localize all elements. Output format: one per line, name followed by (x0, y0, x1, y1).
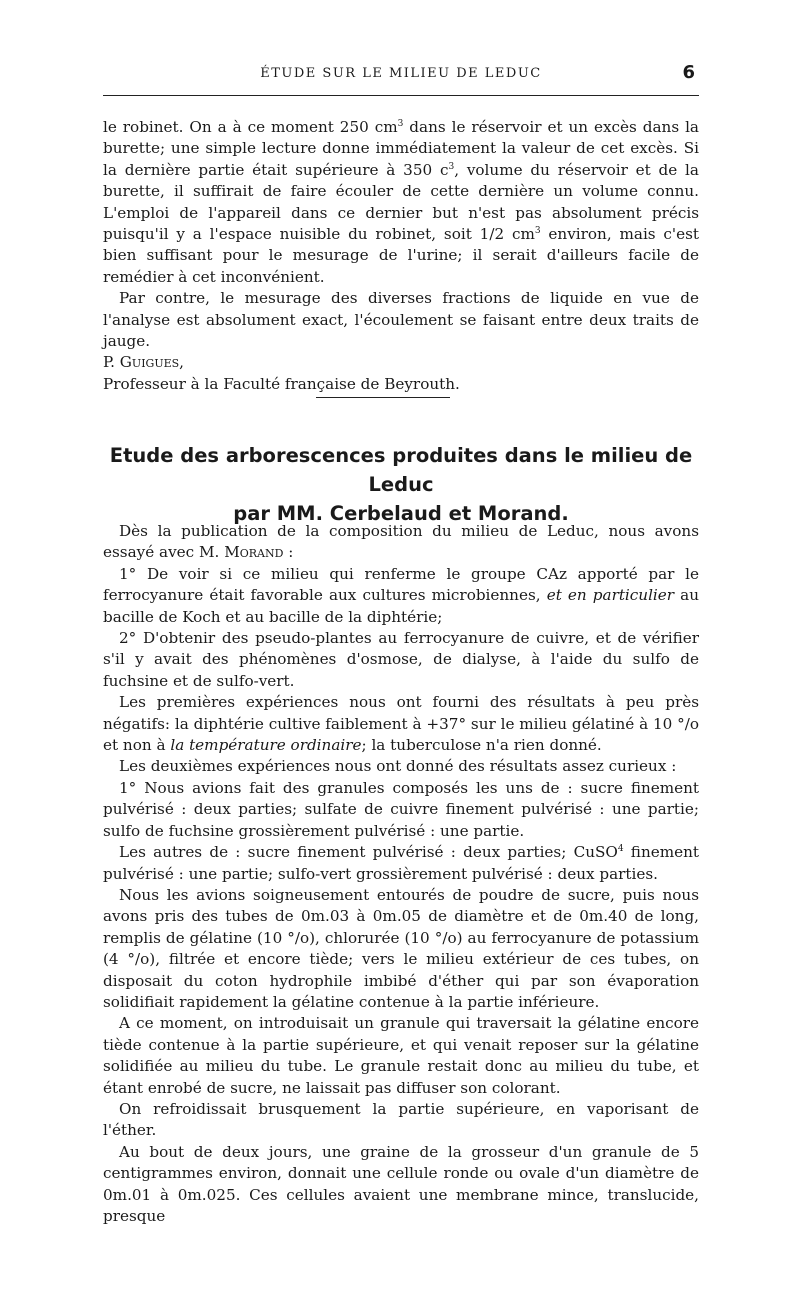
author-affiliation: Professeur à la Faculté française de Beyrouth. (103, 374, 460, 393)
previous-article-end (103, 117, 699, 395)
paragraph: On refroidissait brusquement la partie supérieure, en vaporisant de l'éther. (103, 1099, 699, 1140)
running-header (103, 62, 699, 88)
author-signature: P. Guigues, (103, 353, 184, 372)
title-line: par MM. Cerbelaud et Morand. (233, 502, 569, 525)
paragraph: 1° Nous avions fait des granules composés les uns de : sucre finement pulvérisé : deux parties; sulfate de cuivre finement pulvérisé : une partie; sulfo de fuchsine grossièrement pulvérisé : une partie. (103, 778, 699, 840)
paragraph: Au bout de deux jours, une graine de la grosseur d'un granule de 5 centigrammes environ, donnait une cellule ronde ou ovale d'un diamètre de 0m.01 à 0m.025. Ces cellules avaient une membrane mince, translucide, presque (103, 1142, 699, 1225)
header-rule (103, 95, 699, 96)
article-title (103, 441, 699, 528)
paragraph: Par contre, le mesurage des diverses fractions de liquide en vue de l'analyse est absolument exact, l'écoulement se faisant entre deux traits de jauge. (103, 289, 699, 351)
paragraph: A ce moment, on introduisait un granule qui traversait la gélatine encore tiède contenue à la partie supérieure, et qui venait reposer sur la gélatine solidifiée au milieu du tube. Le granule restait donc au milieu du tube, et étant enrobé de sucre, ne laissait pas diffuser son colorant. (103, 1014, 699, 1097)
paragraph: 1° De voir si ce milieu qui renferme le groupe CAz apporté par le ferrocyanure était favorable aux cultures microbiennes, et en particulier au bacille de Koch et au bacille de la diphtérie; (103, 564, 699, 626)
section-separator (316, 397, 450, 398)
paragraph: 2° D'obtenir des pseudo-plantes au ferrocyanure de cuivre, et de vérifier s'il y avait des phénomènes d'osmose, de dialyse, à l'aide du sulfo de fuchsine et de sulfo-vert. (103, 629, 699, 690)
paragraph: le robinet. On a à ce moment 250 $cm^3$ dans le réservoir et un excès dans la burette; une simple lecture donne immédiatement la valeur de cet excès. Si la dernière partie était supérieure à 350 $c^3$, volume du réservoir et de la burette, il suffirait de faire écouler de cette dernière un volume connu. L'emploi de l'appareil dans ce dernier but n'est pas absolument précis puisqu'il y a l'espace nuisible du robinet, soit 1/2 $cm^3$ environ, mais c'est bien suffisant pour le mesurage de l'urine; il serait d'ailleurs facile de remédier à cet inconvénient. (103, 118, 699, 286)
paragraph: Les autres de : sucre finement pulvérisé : deux parties; CuSO$^4$ finement pulvérisé : une partie; sulfo-vert grossièrement pulvérisé : deux parties. (103, 843, 699, 883)
paragraph: Dès la publication de la composition du milieu de Leduc, nous avons essayé avec M. Morand : (103, 522, 699, 562)
paragraph: Les premières expériences nous ont fourni des résultats à peu près négatifs: la diphtérie cultive faiblement à +37° sur le milieu gélatiné à 10 °/o et non à la température ordinaire; la tuberculose n'a rien donné. (103, 693, 699, 755)
page-number: 6 (682, 62, 695, 83)
paragraph: Nous les avions soigneusement entourés de poudre de sucre, puis nous avons pris des tubes de 0m.03 à 0m.05 de diamètre et de 0m.40 de long, remplis de gélatine (10 °/o), chlorurée (10 °/o) au ferrocyanure de potassium (4 °/o), filtrée et encore tiède; vers le milieu extérieur de ces tubes, on disposait du coton hydrophile imbibé d'éther qui par son évaporation solidifiait rapidement la gélatine contenue à la partie inférieure. (103, 885, 699, 1011)
author-name: Morand (224, 543, 284, 562)
paragraph: Les deuxièmes expériences nous ont donné des résultats assez curieux : (119, 757, 677, 776)
article-body (103, 521, 699, 1227)
running-title: ÉTUDE SUR LE MILIEU DE LEDUC (260, 66, 542, 81)
title-line: Etude des arborescences produites dans le milieu de Leduc (109, 444, 693, 496)
